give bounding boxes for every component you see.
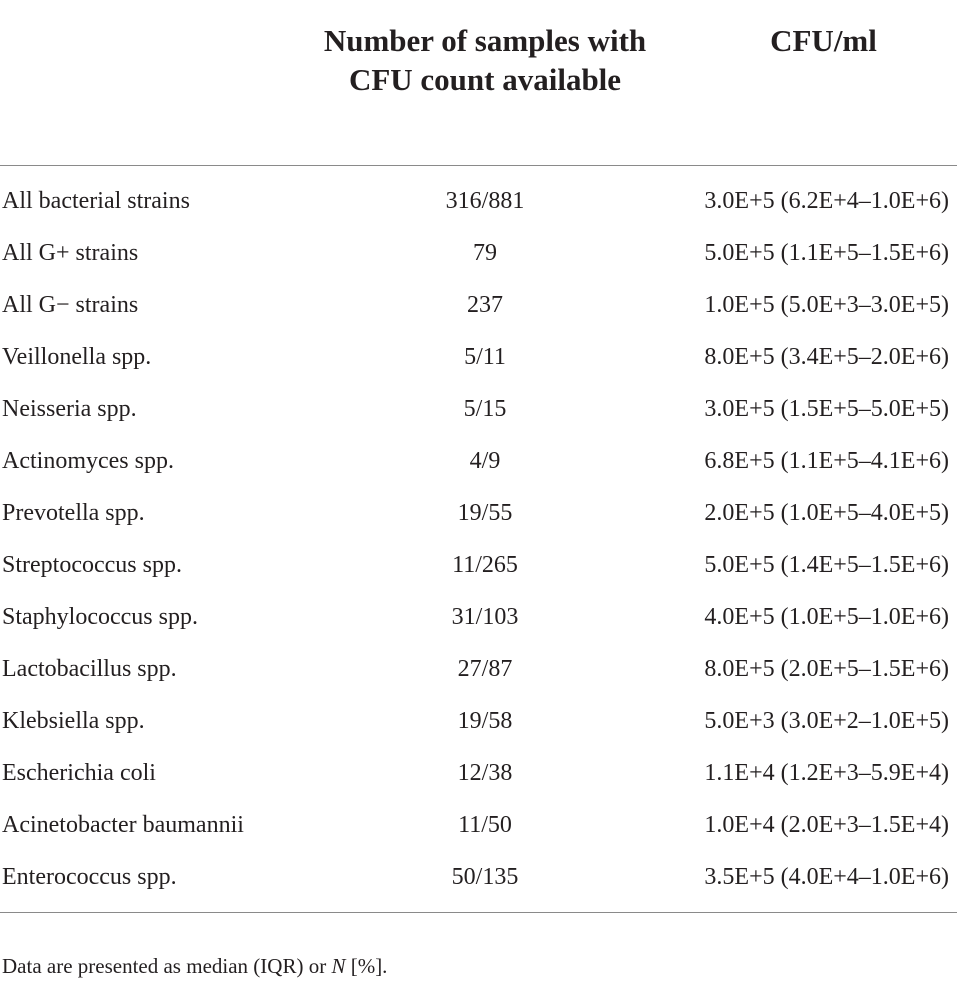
cell-species: Staphylococcus spp. [2, 604, 198, 630]
table-row [0, 748, 957, 800]
cell-species: Acinetobacter baumannii [2, 812, 244, 838]
table-row [0, 228, 957, 280]
cell-count: 11/265 [452, 552, 518, 578]
cell-count: 237 [467, 292, 503, 318]
cell-count: 19/55 [457, 500, 513, 526]
cell-count: 5/11 [464, 344, 506, 370]
cell-cfu: 8.0E+5 (3.4E+5–2.0E+6) [704, 344, 949, 370]
footnote-n-symbol: N [331, 954, 346, 978]
cell-count: 12/38 [457, 760, 513, 786]
cell-count: 11/50 [458, 812, 512, 838]
header-sample-count: Number of samples with CFU count available [300, 0, 670, 165]
table-row [0, 696, 957, 748]
cell-species: Veillonella spp. [2, 344, 152, 370]
cell-count: 79 [473, 240, 497, 266]
table-row [0, 176, 957, 228]
cell-species: Lactobacillus spp. [2, 656, 177, 682]
cell-species: Escherichia coli [2, 760, 156, 786]
cell-species: All G− strains [2, 292, 139, 318]
table-body [0, 165, 957, 904]
cell-species: Prevotella spp. [2, 500, 145, 526]
table-row [0, 644, 957, 696]
cell-count: 31/103 [451, 604, 519, 630]
footnote-prefix: Data are presented as median (IQR) or [2, 954, 332, 978]
cell-count: 27/87 [457, 656, 513, 682]
cell-cfu: 5.0E+5 (1.4E+5–1.5E+6) [704, 552, 949, 578]
cell-species: Neisseria spp. [2, 396, 137, 422]
cell-count: 5/15 [463, 396, 507, 422]
cell-count: 19/58 [457, 708, 513, 734]
cell-cfu: 6.8E+5 (1.1E+5–4.1E+6) [704, 448, 949, 474]
cell-cfu: 8.0E+5 (2.0E+5–1.5E+6) [704, 656, 949, 682]
cell-cfu: 1.1E+4 (1.2E+3–5.9E+4) [704, 760, 949, 786]
cell-species: Klebsiella spp. [2, 708, 145, 734]
table-row [0, 540, 957, 592]
cell-cfu: 4.0E+5 (1.0E+5–1.0E+6) [704, 604, 949, 630]
cell-species: Actinomyces spp. [2, 448, 174, 474]
header-cfu-label: CFU/ml [770, 23, 877, 58]
cell-count: 50/135 [451, 864, 519, 890]
cell-species: Streptococcus spp. [2, 552, 182, 578]
cell-cfu: 3.0E+5 (1.5E+5–5.0E+5) [704, 396, 949, 422]
footnote-suffix: [%]. [345, 954, 388, 978]
cell-species: Enterococcus spp. [2, 864, 177, 890]
table-header [0, 0, 957, 165]
cell-cfu: 1.0E+5 (5.0E+3–3.0E+5) [704, 292, 949, 318]
cell-cfu: 3.5E+5 (4.0E+4–1.0E+6) [704, 864, 949, 890]
table-row [0, 800, 957, 852]
cell-species: All bacterial strains [2, 188, 190, 214]
table-footnote [2, 952, 387, 980]
table-row [0, 488, 957, 540]
cell-cfu: 2.0E+5 (1.0E+5–4.0E+5) [704, 500, 949, 526]
cell-cfu: 5.0E+3 (3.0E+2–1.0E+5) [704, 708, 949, 734]
table-spacer [0, 165, 957, 176]
table-row [0, 384, 957, 436]
cell-cfu: 5.0E+5 (1.1E+5–1.5E+6) [704, 240, 949, 266]
table-row [0, 280, 957, 332]
header-row [0, 0, 957, 165]
cell-species: All G+ strains [2, 240, 139, 266]
header-cfu-per-ml [670, 0, 957, 165]
cell-cfu: 1.0E+4 (2.0E+3–1.5E+4) [704, 812, 949, 838]
cell-count: 4/9 [469, 448, 501, 474]
cell-count: 316/881 [445, 188, 525, 214]
table-row [0, 436, 957, 488]
cell-cfu: 3.0E+5 (6.2E+4–1.0E+6) [704, 188, 949, 214]
table-row [0, 852, 957, 904]
table-bottom-rule [0, 912, 957, 913]
header-species [0, 0, 300, 165]
table-row [0, 332, 957, 384]
table-row [0, 592, 957, 644]
